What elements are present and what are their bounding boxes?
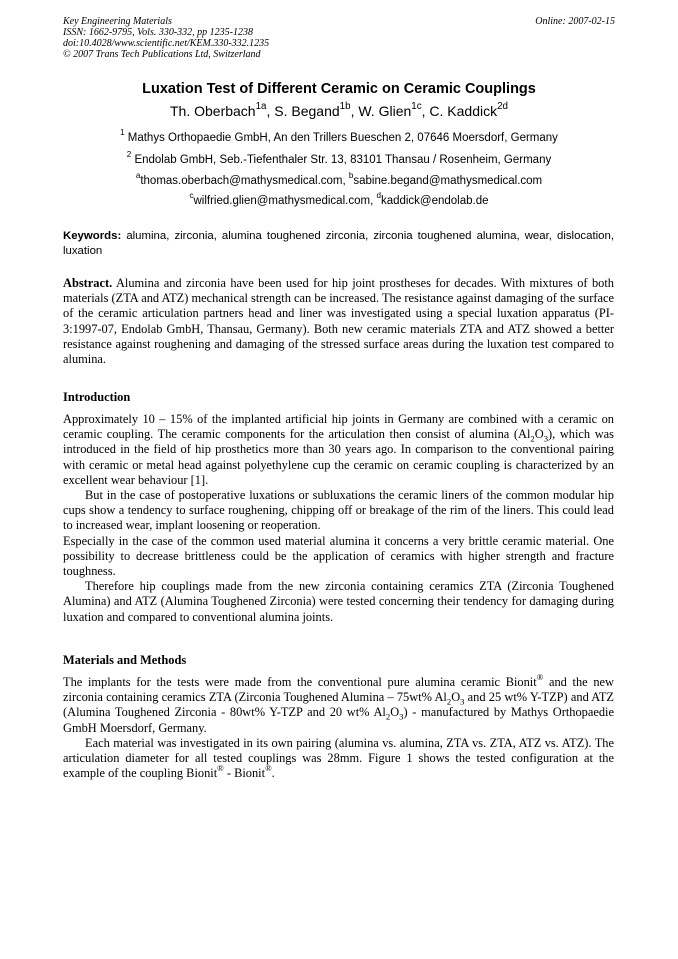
author-name: C. Kaddick [429, 103, 498, 119]
intro-paragraph: But in the case of postoperative luxations or subluxations the ceramic liners of the common modular hip cups show a tendency to surface roughening, chipping off or breakage of the rim of the liners. This could lead to increased wear, implant loosening or reoperation. [63, 488, 614, 533]
paper-title: Luxation Test of Different Ceramic on Ceramic Couplings [142, 81, 536, 97]
email-c[interactable]: wilfried.glien@mathysmedical.com [193, 195, 371, 207]
methods-paragraph: Each material was investigated in its own pairing (alumina vs. alumina, ZTA vs. ZTA, ATZ vs. ATZ). The articulation diameter for all tested couplings was 28mm. Figure 1 shows the tested configuration at the example of the coupling Bionit® - Bionit®. [63, 735, 614, 781]
author-name: W. Glien [358, 103, 412, 119]
journal-name: Key Engineering Materials [63, 16, 172, 27]
journal-copyright: © 2007 Trans Tech Publications Ltd, Switzerland [63, 49, 261, 60]
affiliation-1: $^1$ Mathys Orthopaedie GmbH, An den Trillers Bueschen 2, 07646 Moersdorf, Germany [120, 128, 558, 144]
journal-doi: doi:10.4028/www.scientific.net/KEM.330-332.1235 [63, 38, 270, 49]
journal-issn: ISSN: 1662-9795, Vols. 330-332, pp 1235-1238 [63, 27, 253, 38]
email-a[interactable]: thomas.oberbach@mathysmedical.com [140, 175, 343, 187]
author-name: S. Begand [274, 103, 340, 119]
author-list: Th. Oberbach$^{1a}$, S. Begand$^{1b}$, W. Glien$^{1c}$, C. Kaddick$^{2d}$ [169, 101, 509, 119]
author-sup: 1b [339, 101, 351, 113]
abstract [63, 276, 614, 367]
author-sup: 1a [255, 101, 267, 113]
introduction-body [63, 412, 614, 625]
keywords-label: Keywords: [63, 230, 122, 242]
email-b[interactable]: sabine.begand@mathysmedical.com [353, 175, 543, 187]
author-sup: 1c [411, 101, 422, 113]
keywords [63, 229, 614, 259]
author-sup: 2d [497, 101, 509, 113]
methods-body [63, 672, 614, 781]
methods-heading: Materials and Methods [63, 653, 187, 667]
introduction-heading: Introduction [63, 390, 131, 404]
intro-paragraph: Therefore hip couplings made from the new zirconia containing ceramics ZTA (Zirconia Toughened Alumina) and ATZ (Alumina Toughened Zirconia) were tested concerning their tendency for damaging during luxation and compared to conventional alumina joints. [63, 579, 614, 624]
email-d[interactable]: kaddick@endolab.de [380, 195, 489, 207]
abstract-text: Alumina and zirconia have been used for hip joint prostheses for decades. With mixtures of both materials (ZTA and ATZ) mechanical strength can be increased. The resistance against damaging of the surface of the ceramic articulation partners head and liner was investigated using a special luxation apparatus (PI-3:1997-07, Endolab GmbH, Thansau, Germany). Both new ceramic materials ZTA and ATZ showed a better resistance against roughening and damaging of the stressed surface areas during the luxation test compared to alumina. [63, 276, 614, 367]
email-line-1: $^a$thomas.oberbach@mathysmedical.com, $^b$sabine.begand@mathysmedical.com [135, 171, 543, 187]
email-line-2: $^c$wilfried.glien@mathysmedical.com, $^d$kaddick@endolab.de [189, 191, 489, 207]
affiliation-2: $^2$ Endolab GmbH, Seb.-Tiefenthaler Str. 13, 83101 Thansau / Rosenheim, Germany [126, 150, 552, 166]
online-date: Online: 2007-02-15 [535, 16, 615, 27]
intro-paragraph: Especially in the case of the common used material alumina it concerns a very brittle ceramic material. One possibility to decrease brittleness could be the application of ceramics with higher strength and fracture toughness. [63, 533, 614, 579]
intro-paragraph: Approximately 10 – 15% of the implanted artificial hip joints in Germany are combined with a ceramic on ceramic coupling. The ceramic components for the articulation then consist of alumina $(Al_2O_3)$, which was introduced in the field of hip prosthetics more than 30 years ago. In comparison to the conventional pairing with ceramic or metal head against polyethylene cup the ceramic on ceramic coupling is characterized by an excellent wear behaviour [1]. [63, 412, 614, 487]
author-name: Th. Oberbach [169, 103, 256, 119]
methods-paragraph: The implants for the tests were made from the conventional pure alumina ceramic Bionit® and the new zirconia containing ceramics ZTA (Zirconia Toughened Alumina – 75wt% $Al_2O_3$ and 25 wt% Y-TZP) and ATZ (Alumina Toughened Zirconia - 80wt% Y-TZP and 20 wt% $Al_2O_3$) - manufactured by Mathys Orthopaedie GmbH Moersdorf, Germany. [63, 672, 614, 735]
abstract-label: Abstract. [63, 276, 113, 290]
journal-header [63, 16, 269, 60]
keywords-text: alumina, zirconia, alumina toughened zirconia, zirconia toughened alumina, wear, dislocation, luxation [63, 230, 614, 257]
